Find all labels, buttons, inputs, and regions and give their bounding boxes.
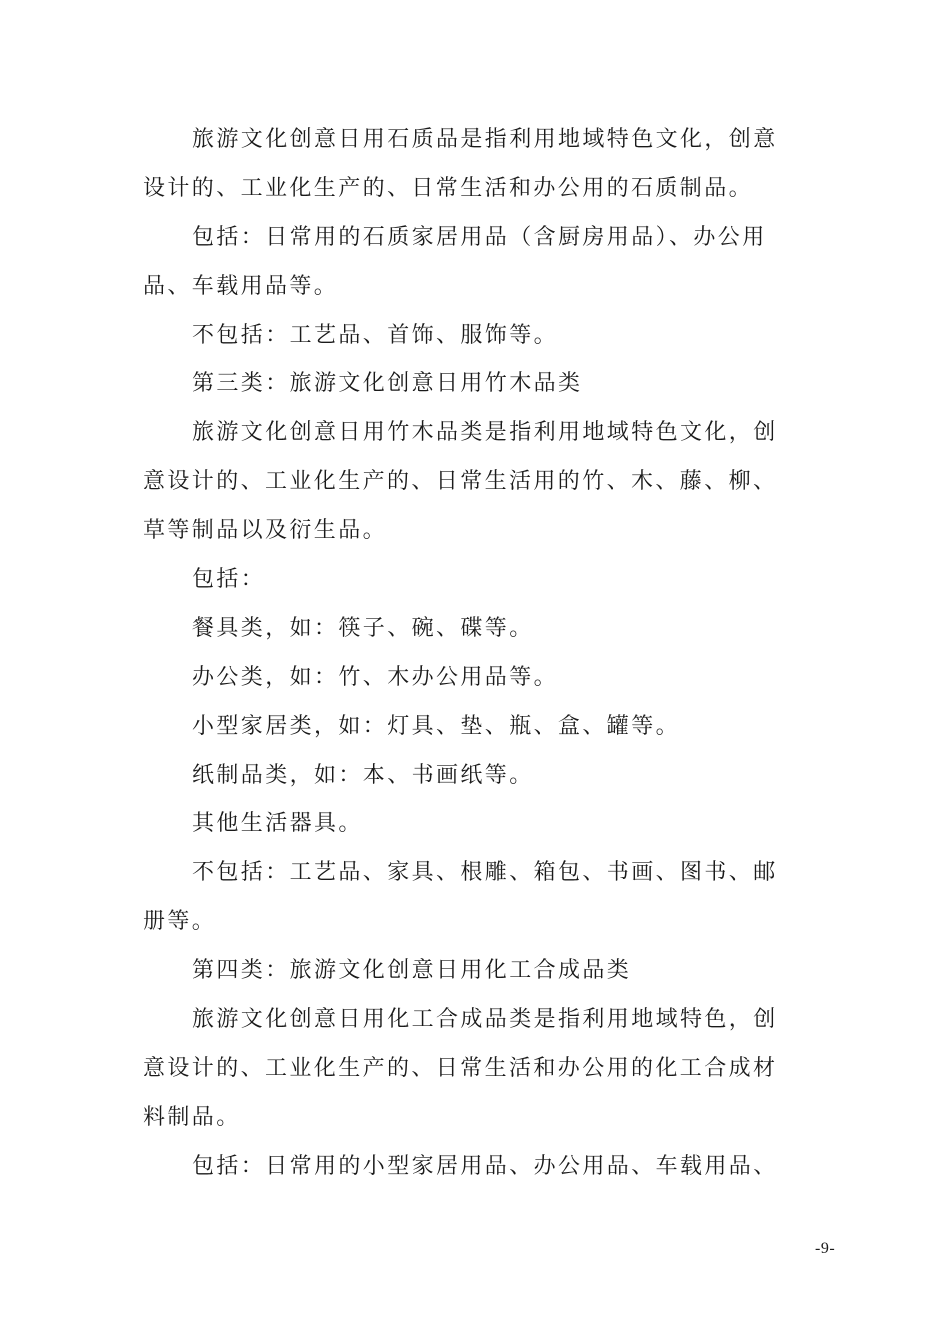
paragraph-line: 品、车载用品等。 [143, 273, 339, 299]
paragraph-line: 旅游文化创意日用竹木品类是指利用地域特色文化，创 [192, 420, 778, 446]
paragraph-line: 草等制品以及衍生品。 [143, 518, 388, 544]
paragraph-line: 包括：日常用的石质家居用品（含厨房用品）、办公用 [192, 224, 767, 250]
paragraph-line: 包括： [192, 567, 266, 593]
paragraph-line: 旅游文化创意日用石质品是指利用地域特色文化，创意 [192, 127, 778, 152]
paragraph-line: 旅游文化创意日用化工合成品类是指利用地域特色，创 [192, 1007, 778, 1033]
paragraph-line: 册等。 [143, 909, 217, 935]
paragraph-line: 不包括：工艺品、首饰、服饰等。 [192, 322, 559, 348]
paragraph-line: 意设计的、工业化生产的、日常生活用的竹、木、藤、柳、 [143, 469, 778, 495]
paragraph-line: 设计的、工业化生产的、日常生活和办公用的石质制品。 [143, 175, 754, 201]
section-heading: 第三类：旅游文化创意日用竹木品类 [192, 371, 583, 397]
paragraph-line: 不包括：工艺品、家具、根雕、箱包、书画、图书、邮 [192, 860, 778, 886]
section-heading: 第四类：旅游文化创意日用化工合成品类 [192, 958, 632, 984]
page-number: -9- [815, 1240, 836, 1257]
paragraph-line: 包括：日常用的小型家居用品、办公用品、车载用品、 [192, 1153, 778, 1179]
list-item: 纸制品类，如：本、书画纸等。 [192, 762, 534, 788]
list-item: 办公类，如：竹、木办公用品等。 [192, 664, 559, 690]
list-item: 餐具类，如：筷子、碗、碟等。 [192, 615, 534, 641]
paragraph-line: 意设计的、工业化生产的、日常生活和办公用的化工合成材 [143, 1055, 778, 1081]
list-item: 其他生活器具。 [192, 811, 363, 837]
body-text [143, 116, 803, 1192]
list-item: 小型家居类，如：灯具、垫、瓶、盒、罐等。 [192, 713, 681, 739]
paragraph-line: 料制品。 [143, 1104, 241, 1130]
